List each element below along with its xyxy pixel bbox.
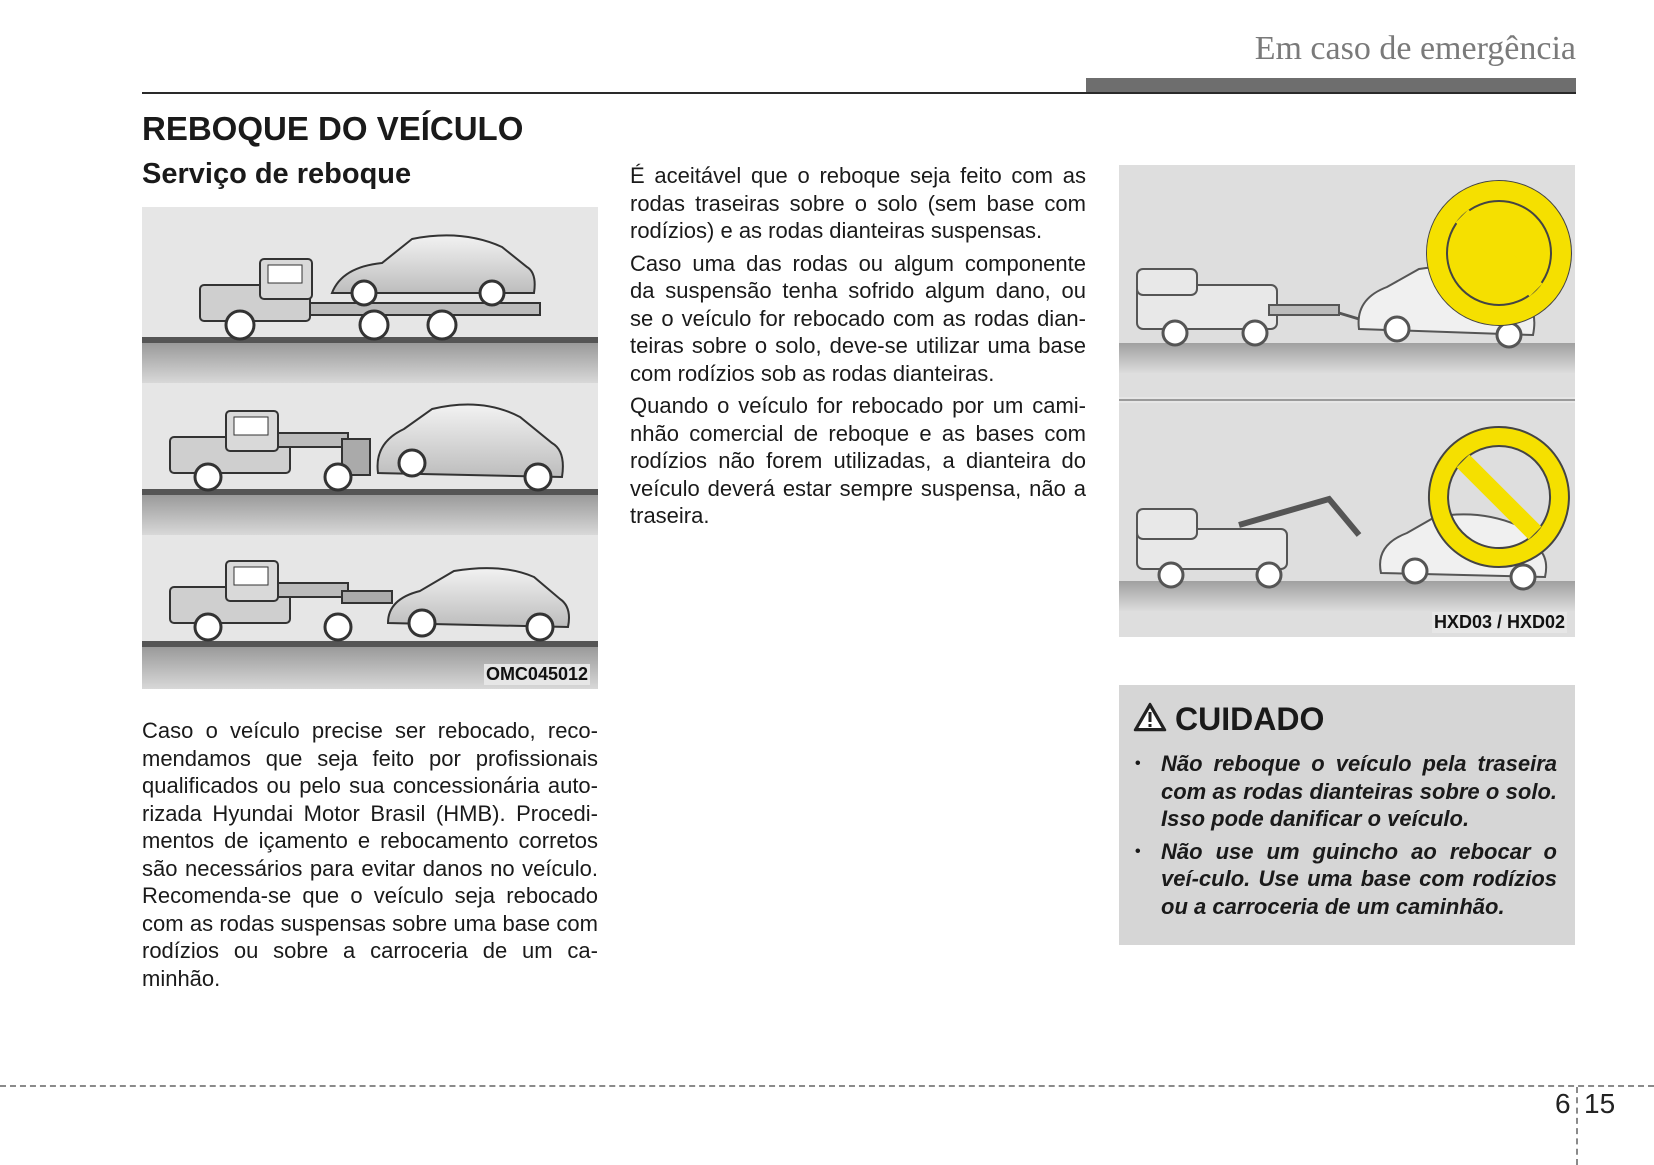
warning-triangle-icon (1133, 702, 1167, 737)
footer-rule (0, 1085, 1654, 1087)
header-bar (1086, 78, 1576, 92)
paragraph: É aceitável que o reboque seja feito com as rodas traseiras sobre o solo (sem base com rodízios) e as rodas dianteiras suspensas. (630, 163, 1086, 243)
chapter-number: 6 (1555, 1088, 1571, 1119)
page-title: REBOQUE DO VEÍCULO (142, 110, 524, 147)
footer-divider (1576, 1087, 1578, 1165)
caution-box (1119, 685, 1575, 945)
flatbed-truck-icon (142, 235, 598, 383)
figure-code: OMC045012 (485, 664, 588, 684)
page-number: 15 (1584, 1088, 1616, 1119)
section-title: Em caso de emergência (1254, 30, 1576, 67)
prohibited-icon (1427, 181, 1571, 325)
left-column-text (142, 717, 598, 997)
paragraph: Caso o veículo precise ser rebocado, reco-mendamos que seja feito por profissionais qualificados ou pelo sua concessionária auto-rizada Hyundai Motor Brasil (HMB). Procedi-mentos de içamento e rebocamento corretos são necessários para evitar danos no veículo. Recomenda-se que o veículo seja rebocado com as rodas suspensas sobre uma base com rodízios ou sobre a carroceria de um ca-minhão. (142, 718, 598, 991)
caution-title: CUIDADO (1175, 701, 1325, 737)
header-rule (142, 92, 1576, 94)
caution-item: • Não use um guincho ao rebocar o veí-culo. Use uma base com rodízios ou a carroceria de um caminhão. (1133, 838, 1557, 921)
paragraph: Quando o veículo for rebocado por um cami-nhão comercial de reboque e as bases com rodízios não forem utilizadas, a dianteira do veículo deverá estar sempre suspensa, não a traseira. (630, 393, 1086, 528)
middle-column-text (630, 162, 1086, 535)
prohibited-towing-figure (1119, 165, 1575, 637)
towing-methods-figure (142, 207, 598, 689)
wheel-lift-truck-icon (142, 405, 598, 536)
figure-code: HXD03 / HXD02 (1433, 612, 1565, 632)
caution-header (1133, 701, 1557, 738)
caution-item: • Não reboque o veículo pela traseira com as rodas dianteiras sobre o solo. Isso pode danificar o veículo. (1133, 750, 1557, 833)
section-subtitle: Serviço de reboque (142, 158, 412, 190)
paragraph: Caso uma das rodas ou algum componente da suspensão tenha sofrido algum dano, ou se o veículo for rebocado com as rodas dian-teiras sobre o solo, deve-se utilizar uma base com rodízios sob as rodas dianteiras. (630, 250, 1086, 386)
caution-list (1133, 750, 1557, 920)
